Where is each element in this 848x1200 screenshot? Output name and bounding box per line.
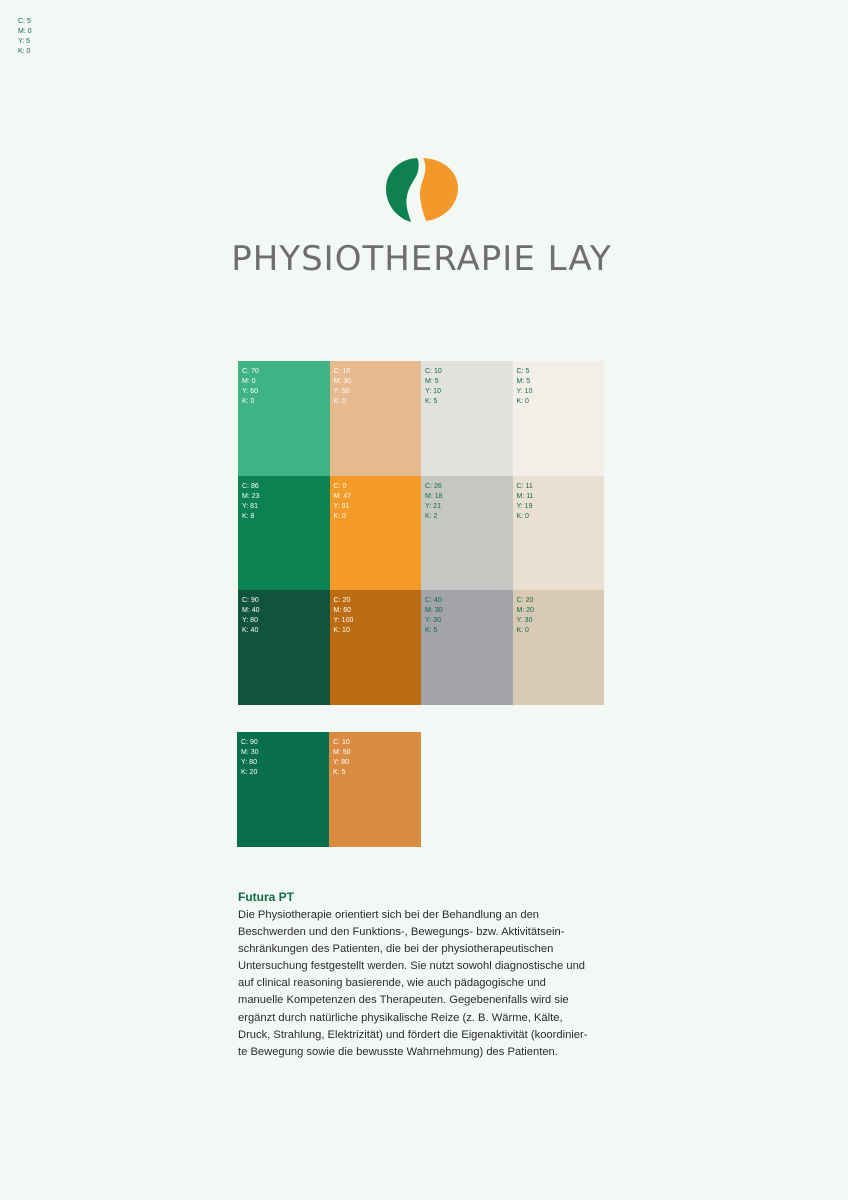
cmyk-c-value: C: 5 <box>18 18 31 25</box>
color-swatch <box>238 476 330 591</box>
swatch-cmyk-label <box>242 367 259 407</box>
swatch-cmyk-label <box>334 596 354 636</box>
color-swatch <box>330 361 422 476</box>
swatch-cmyk-c: C: 20 <box>333 597 351 605</box>
swatch-cmyk-c: C: 86 <box>242 482 259 490</box>
body-text-line: Beschwerden und den Funktions-, Bewegungs- bzw. Aktivitätsein- <box>238 926 565 939</box>
swatch-cmyk-label <box>241 738 259 778</box>
swatch-cmyk-c: C: 26 <box>425 482 442 490</box>
swatch-cmyk-k: K: 0 <box>333 512 346 520</box>
body-text-line: Die Physiotherapie orientiert sich bei der Behandlung an den <box>238 909 540 921</box>
secondary-color-palette <box>237 732 421 847</box>
body-text-line: schränkungen des Patienten, die bei der physiotherapeutischen <box>238 943 554 956</box>
color-palette-grid <box>238 361 604 705</box>
cmyk-k-value: K: 0 <box>18 48 31 55</box>
swatch-cmyk-k: K: 5 <box>425 398 438 405</box>
swatch-cmyk-label <box>517 596 535 636</box>
color-swatch <box>237 732 329 847</box>
swatch-cmyk-k: K: 0 <box>516 512 529 520</box>
swatch-cmyk-y: Y: 21 <box>425 502 441 510</box>
brand-title: PHYSIOTHERAPIE LAY <box>231 239 612 279</box>
swatch-cmyk-label <box>242 596 260 636</box>
swatch-cmyk-m: M: 0 <box>242 378 256 385</box>
swatch-cmyk-m: M: 5 <box>516 378 531 385</box>
cmyk-y-value: Y: 5 <box>18 38 31 45</box>
color-swatch <box>421 361 513 476</box>
physiotherapie-lay-logo <box>386 157 458 223</box>
swatch-cmyk-label <box>334 367 352 407</box>
color-swatch <box>513 361 605 476</box>
swatch-cmyk-m: M: 50 <box>333 749 351 756</box>
swatch-cmyk-k: K: 0 <box>516 398 529 405</box>
swatch-cmyk-label <box>242 482 260 522</box>
swatch-cmyk-m: M: 47 <box>333 492 352 500</box>
swatch-cmyk-k: K: 0 <box>333 398 346 405</box>
swatch-cmyk-m: M: 18 <box>425 492 443 500</box>
swatch-cmyk-m: M: 30 <box>425 607 443 615</box>
swatch-cmyk-m: M: 11 <box>516 492 534 500</box>
body-text-line: te Bewegung sowie die bewusste Wahrnehmung) des Patienten. <box>238 1045 558 1058</box>
swatch-cmyk-k: K: 0 <box>242 398 255 405</box>
swatch-cmyk-c: C: 0 <box>333 482 347 490</box>
color-swatch <box>513 590 605 705</box>
color-swatch <box>513 476 605 591</box>
swatch-cmyk-m: M: 23 <box>242 492 260 500</box>
swatch-cmyk-c: C: 70 <box>242 368 259 375</box>
swatch-cmyk-label <box>517 367 533 407</box>
logo-green-half <box>386 158 419 222</box>
swatch-cmyk-k: K: 20 <box>241 769 258 776</box>
swatch-cmyk-k: K: 10 <box>333 627 350 635</box>
swatch-cmyk-c: C: 40 <box>425 597 442 605</box>
body-text-line: auf clinical reasoning basierende, wie auch pädagogische und <box>238 977 546 990</box>
page-background-cmyk-label <box>18 17 32 57</box>
swatch-cmyk-c: C: 10 <box>333 368 351 375</box>
swatch-cmyk-c: C: 10 <box>425 368 442 375</box>
swatch-cmyk-y: Y: 30 <box>516 617 533 625</box>
swatch-cmyk-y: Y: 30 <box>425 617 441 625</box>
swatch-cmyk-y: Y: 81 <box>242 502 258 510</box>
swatch-cmyk-m: M: 30 <box>241 749 259 756</box>
swatch-cmyk-m: M: 5 <box>425 378 439 385</box>
swatch-cmyk-y: Y: 10 <box>425 388 441 395</box>
body-text-sample <box>238 907 608 1061</box>
swatch-cmyk-label <box>425 596 443 636</box>
swatch-cmyk-y: Y: 80 <box>242 617 258 625</box>
swatch-cmyk-y: Y: 19 <box>516 502 533 510</box>
swatch-cmyk-c: C: 90 <box>241 739 258 746</box>
body-text-line: Druck, Strahlung, Elektrizität) und fördert die Eigenaktivität (koordinier- <box>238 1028 588 1041</box>
swatch-cmyk-c: C: 10 <box>333 739 350 746</box>
swatch-cmyk-label <box>425 482 443 522</box>
swatch-cmyk-k: K: 0 <box>516 627 529 635</box>
swatch-cmyk-c: C: 5 <box>516 368 530 375</box>
color-swatch <box>238 590 330 705</box>
color-swatch <box>421 476 513 591</box>
swatch-cmyk-m: M: 60 <box>333 607 352 615</box>
color-swatch <box>330 590 422 705</box>
swatch-cmyk-y: Y: 80 <box>333 759 349 766</box>
logo-orange-half <box>420 158 458 221</box>
font-name-heading: Futura PT <box>238 890 294 904</box>
swatch-cmyk-label <box>425 367 442 407</box>
swatch-cmyk-y: Y: 10 <box>516 388 533 395</box>
swatch-cmyk-k: K: 5 <box>333 769 346 776</box>
swatch-cmyk-k: K: 8 <box>242 512 255 520</box>
swatch-cmyk-label <box>334 482 352 522</box>
swatch-cmyk-m: M: 40 <box>242 607 260 615</box>
typography-sample <box>238 888 608 1061</box>
swatch-cmyk-m: M: 20 <box>516 607 535 615</box>
body-text-line: manuelle Kompetenzen des Therapeuten. Gegebenenfalls wird sie <box>238 994 569 1007</box>
swatch-cmyk-label <box>333 738 351 778</box>
color-swatch <box>330 476 422 591</box>
swatch-cmyk-k: K: 40 <box>242 627 259 635</box>
color-swatch <box>421 590 513 705</box>
swatch-cmyk-label <box>517 482 534 522</box>
swatch-cmyk-c: C: 90 <box>242 597 259 605</box>
swatch-cmyk-y: Y: 100 <box>333 617 354 625</box>
swatch-cmyk-y: Y: 60 <box>242 388 258 395</box>
swatch-cmyk-y: Y: 91 <box>333 502 350 510</box>
swatch-cmyk-c: C: 11 <box>516 482 533 490</box>
swatch-cmyk-y: Y: 80 <box>241 759 257 766</box>
swatch-cmyk-k: K: 2 <box>425 512 438 520</box>
cmyk-m-value: M: 0 <box>18 28 32 35</box>
body-text-line: ergänzt durch natürliche physikalische Reize (z. B. Wärme, Kälte, <box>238 1011 563 1024</box>
swatch-cmyk-k: K: 5 <box>425 627 438 635</box>
swatch-cmyk-m: M: 30 <box>333 378 352 385</box>
color-swatch <box>329 732 421 847</box>
body-text-line: Untersuchung festgestellt werden. Sie nutzt sowohl diagnostische und <box>238 960 586 973</box>
swatch-cmyk-y: Y: 50 <box>333 388 350 395</box>
swatch-cmyk-c: C: 20 <box>516 597 534 605</box>
color-swatch <box>238 361 330 476</box>
